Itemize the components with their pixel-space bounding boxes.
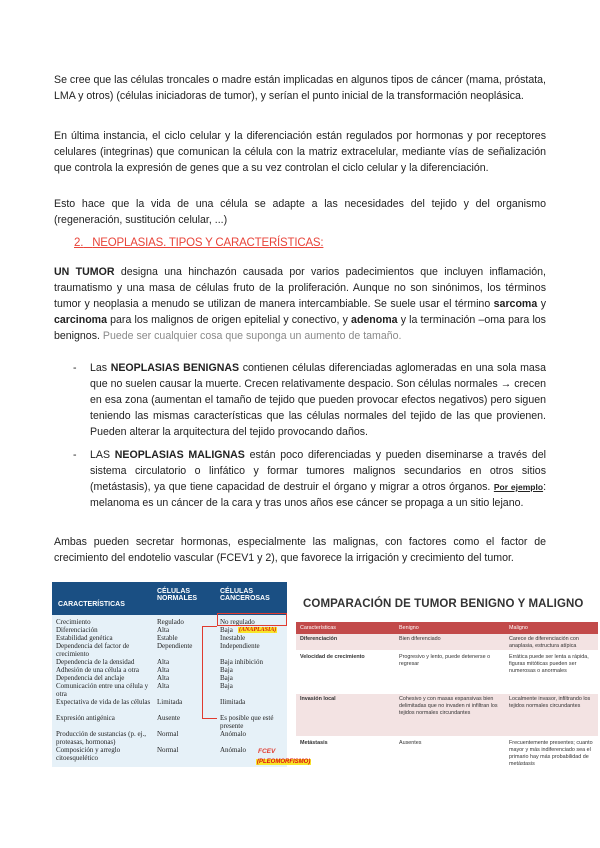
table1-cell: No regulado — [220, 618, 255, 626]
benign-prefix: Las — [90, 362, 111, 374]
tumor-text-4: y la terminación –oma para los benignos. — [54, 314, 546, 342]
tumor-text-3: para los malignos de origen epitelial y conectivo, y — [107, 314, 352, 326]
table1-cell: Limitada — [157, 698, 183, 706]
table2-cell: Velocidad de crecimiento — [300, 654, 365, 660]
table1-cell: Alta — [157, 658, 170, 666]
table2-cell: Metástasis — [300, 740, 328, 746]
bullet-dash: - — [73, 362, 77, 374]
header-benign: Benigno — [399, 625, 419, 631]
table1-cell: Inestable — [220, 634, 246, 642]
table1-cell: Regulado — [157, 618, 184, 626]
table2-cell: Cohesivo y con masas expansivas bien delimitadas que no invaden ni infiltran los tejidos normales circundantes — [399, 696, 498, 716]
paragraph-regulation: En última instancia, el ciclo celular y la diferenciación están regulados por hormonas y por receptores celulares (integrinas) que comunican la célula con la matriz extracelular, mediante vías de señalización que controla la expresión de genes que a su vez controlan el ciclo celular y la diferenciación. — [54, 130, 546, 174]
benign-text: contienen células diferenciadas aglomeradas en una sola masa que no suelen causar la muerte. Crecen relativamente despacio. Son células normales → crecen en esa zona (aumentan el tamaño de tejido que pueden provocar efectos negativos) pero siguen teniendo las mismas características que las células normales del tejido de las que provienen. Pueden alterar la arquitectura del tejido provocando daños. — [90, 362, 546, 438]
bullet-dash: - — [73, 449, 77, 461]
table1-cell: Expectativa de vida de las células — [56, 698, 151, 706]
table1-cell: Estable — [157, 634, 178, 642]
table1-cell: Alta — [157, 626, 170, 634]
term-malignant: NEOPLASIAS MALIGNAS — [114, 449, 245, 461]
note-fcev: FCEV — [258, 748, 276, 755]
table-header — [52, 582, 287, 615]
table1-cell: Dependencia del factor de crecimiento — [56, 642, 130, 658]
header-characteristics: CARACTERÍSTICAS — [58, 601, 125, 608]
paragraph-hormones: Ambas pueden secretar hormonas, especialmente las malignas, con factores como el factor de crecimiento del endotelio vascular (FCEV1 y 2), que favorece la irrigación y crecimiento del tumor. — [54, 536, 546, 564]
benign-vs-malignant-title: COMPARACIÓN DE TUMOR BENIGNO Y MALIGNO — [303, 598, 584, 610]
table2-cell: Errática puede ser lenta a rápida, figuras mitóticas pueden ser numerosas o anormales — [509, 654, 589, 674]
example-label: Por ejemplo — [493, 482, 544, 492]
annotation-bracket — [202, 626, 217, 719]
table1-cell: Composición y arreglo citoesquelético — [56, 746, 121, 762]
normal-vs-cancer-table — [52, 582, 287, 767]
table1-cell: Alta — [157, 674, 170, 682]
section-heading — [74, 237, 323, 249]
table1-cell: Baja — [220, 674, 233, 682]
table1-cell: Dependiente — [157, 642, 193, 650]
malignant-prefix: LAS — [90, 449, 115, 461]
table1-cell: Normal — [157, 746, 179, 754]
table1-cell: Diferenciación — [56, 626, 98, 634]
bullet-benign — [90, 360, 546, 440]
table1-cell: Baja — [220, 682, 233, 690]
table2-cell: Progresivo y lento, puede detenerse o regresar — [399, 654, 491, 667]
term-benign: NEOPLASIAS BENIGNAS — [110, 362, 240, 374]
term-adenoma: adenoma — [351, 314, 398, 326]
table1-cell: Adhesión de una célula a otra — [56, 666, 139, 674]
note-anaplasia: (ANAPLASIA) — [239, 627, 277, 633]
table1-cell: Producción de sustancias (p. ej., proteasas, hormonas) — [56, 730, 147, 746]
table2-cell: Carece de diferenciación con anaplasia, estructura atípica — [509, 636, 579, 649]
header-malignant: Maligno — [509, 625, 528, 631]
table1-cell: Ausente — [157, 714, 180, 722]
paragraph-stem-cells: Se cree que las células troncales o madre están implicadas en algunos tipos de cáncer (mama, próstata, LMA y otros) (células iniciadoras de tumor), y serían el punto inicial de la transformación neoplásica. — [54, 74, 546, 102]
section-title: NEOPLASIAS. TIPOS Y CARACTERÍSTICAS: — [92, 237, 324, 249]
header-cancer: CÉLULAS CANCEROSAS — [220, 588, 270, 602]
table2-cell: Ausentes — [399, 740, 422, 746]
term-sarcoma: sarcoma — [493, 298, 538, 310]
table2-cell: Invasión local — [300, 696, 336, 702]
paragraph-tumor — [54, 264, 546, 344]
table1-cell: Normal — [157, 730, 179, 738]
header-characteristics: Características — [300, 625, 336, 631]
table1-cell: Dependencia de la densidad — [56, 658, 135, 666]
tumor-grey-note: Puede ser cualquier cosa que suponga un aumento de tamaño. — [102, 330, 402, 342]
tumor-text-1: designa una hinchazón causada por varios padecimientos que incluyen inflamación, traumatismo y una masa de células fruto de la proliferación. Aunque no son sinónimos, los términos tumor y neoplasia a menudo se utilizan de manera intercambiable. Se suele usar el término — [54, 266, 546, 310]
table1-cell: Anómalo — [220, 746, 247, 754]
annotation-box — [217, 613, 287, 626]
table2-cell: Frecuentemente presentes; cuanto mayor y más indiferenciado sea el primario hay más probabilidad de metástasis — [509, 740, 593, 767]
tumor-text-2: y — [537, 298, 546, 310]
table1-cell: Crecimiento — [56, 618, 91, 626]
malignant-example: : melanoma es un cáncer de la cara y tras unos años ese cáncer se propaga a un sitio lejano. — [90, 481, 547, 509]
table1-cell: Ilimitada — [220, 698, 246, 706]
term-tumor: UN TUMOR — [54, 266, 115, 278]
table1-cell: Expresión antigénica — [56, 714, 115, 722]
malignant-text: están poco diferenciadas y pueden diseminarse a través del sistema circulatorio o linfático y formar tumores malignos secundarios en otros sitios (metástasis), ya que tiene capacidad de destruir el órgano y migrar a otros órganos. — [90, 449, 547, 493]
table1-cell: Alta — [157, 682, 170, 690]
table1-cell: Baja inhibición — [220, 658, 263, 666]
term-carcinoma: carcinoma — [54, 314, 107, 326]
header-normal: CÉLULAS NORMALES — [157, 588, 198, 602]
table1-cell: Estabilidad genética — [56, 634, 113, 642]
table1-cell: Es posible que esté presente — [220, 714, 274, 730]
table1-cell: Alta — [157, 666, 170, 674]
table2-cell: Localmente invasor, infiltrando los tejidos normales circundantes — [509, 696, 591, 709]
table1-cell: Independiente — [220, 642, 260, 650]
section-number: 2. — [74, 237, 84, 249]
table1-cell: Anómalo — [220, 730, 247, 738]
table2-cell: Diferenciación — [300, 636, 338, 642]
table2-cell: Bien diferenciado — [399, 636, 441, 642]
table1-cell: Comunicación entre una célula y otra — [56, 682, 149, 698]
bullet-malignant — [90, 447, 546, 511]
table-header-row — [296, 622, 598, 634]
table1-cell: Dependencia del anclaje — [56, 674, 125, 682]
table1-cell: Baja — [220, 626, 233, 634]
table1-cell: Baja — [220, 666, 233, 674]
paragraph-adaptation: Esto hace que la vida de una célula se adapte a las necesidades del tejido y del organismo (regeneración, sustitución celular, ...) — [54, 198, 546, 226]
note-pleomorfismo: (PLEOMORFISMO) — [257, 759, 311, 765]
